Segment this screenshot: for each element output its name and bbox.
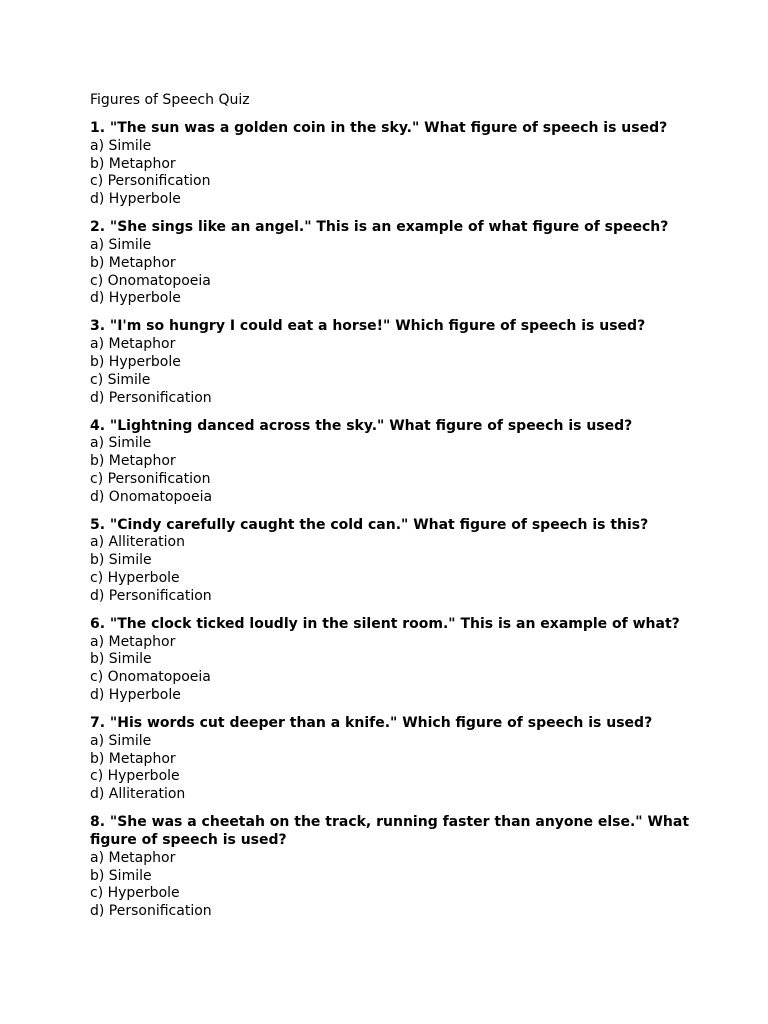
option-a: a) Simile [90,236,152,253]
option-d: d) Hyperbole [90,290,181,307]
option-b: b) Metaphor [90,453,176,470]
question-text: 6. "The clock ticked loudly in the silent room." This is an example of what? [90,615,680,632]
question-2 [90,219,730,308]
question-4 [90,418,730,507]
option-a: a) Simile [90,435,152,452]
question-1 [90,120,730,209]
question-3 [90,318,730,407]
option-c: c) Onomatopoeia [90,272,211,289]
option-a: a) Metaphor [90,849,176,866]
option-c: c) Hyperbole [90,570,180,587]
option-d: d) Personification [90,389,212,406]
question-8 [90,814,730,921]
question-text: 1. "The sun was a golden coin in the sky." What figure of speech is used? [90,120,668,136]
question-text: 4. "Lightning danced across the sky." What figure of speech is used? [90,417,633,434]
question-text: 8. "She was a cheetah on the track, running faster than anyone else." What figure of speech is used? [90,814,690,848]
option-c: c) Simile [90,371,151,388]
quiz-document [90,91,730,931]
option-d: d) Onomatopoeia [90,488,213,505]
option-b: b) Simile [90,651,152,668]
question-7 [90,715,730,804]
option-d: d) Personification [90,587,212,604]
option-a: a) Simile [90,732,152,749]
option-c: c) Hyperbole [90,885,180,902]
quiz-title: Figures of Speech Quiz [90,92,250,108]
option-b: b) Metaphor [90,750,176,767]
option-a: a) Alliteration [90,534,185,551]
option-a: a) Metaphor [90,633,176,650]
option-d: d) Personification [90,903,212,920]
option-c: c) Hyperbole [90,768,180,785]
option-b: b) Simile [90,552,152,569]
question-text: 3. "I'm so hungry I could eat a horse!" Which figure of speech is used? [90,318,646,335]
question-6 [90,616,730,705]
option-b: b) Simile [90,867,152,884]
question-text: 7. "His words cut deeper than a knife." Which figure of speech is used? [90,715,653,732]
option-a: a) Metaphor [90,336,176,353]
option-d: d) Hyperbole [90,191,181,208]
option-b: b) Hyperbole [90,353,181,370]
option-d: d) Hyperbole [90,687,181,704]
option-b: b) Metaphor [90,254,176,271]
question-text: 2. "She sings like an angel." This is an example of what figure of speech? [90,219,669,236]
option-b: b) Metaphor [90,155,176,172]
option-c: c) Onomatopoeia [90,669,211,686]
option-d: d) Alliteration [90,786,186,803]
option-c: c) Personification [90,173,211,190]
question-5 [90,517,730,606]
option-a: a) Simile [90,137,152,154]
question-text: 5. "Cindy carefully caught the cold can." What figure of speech is this? [90,516,649,533]
option-c: c) Personification [90,470,211,487]
